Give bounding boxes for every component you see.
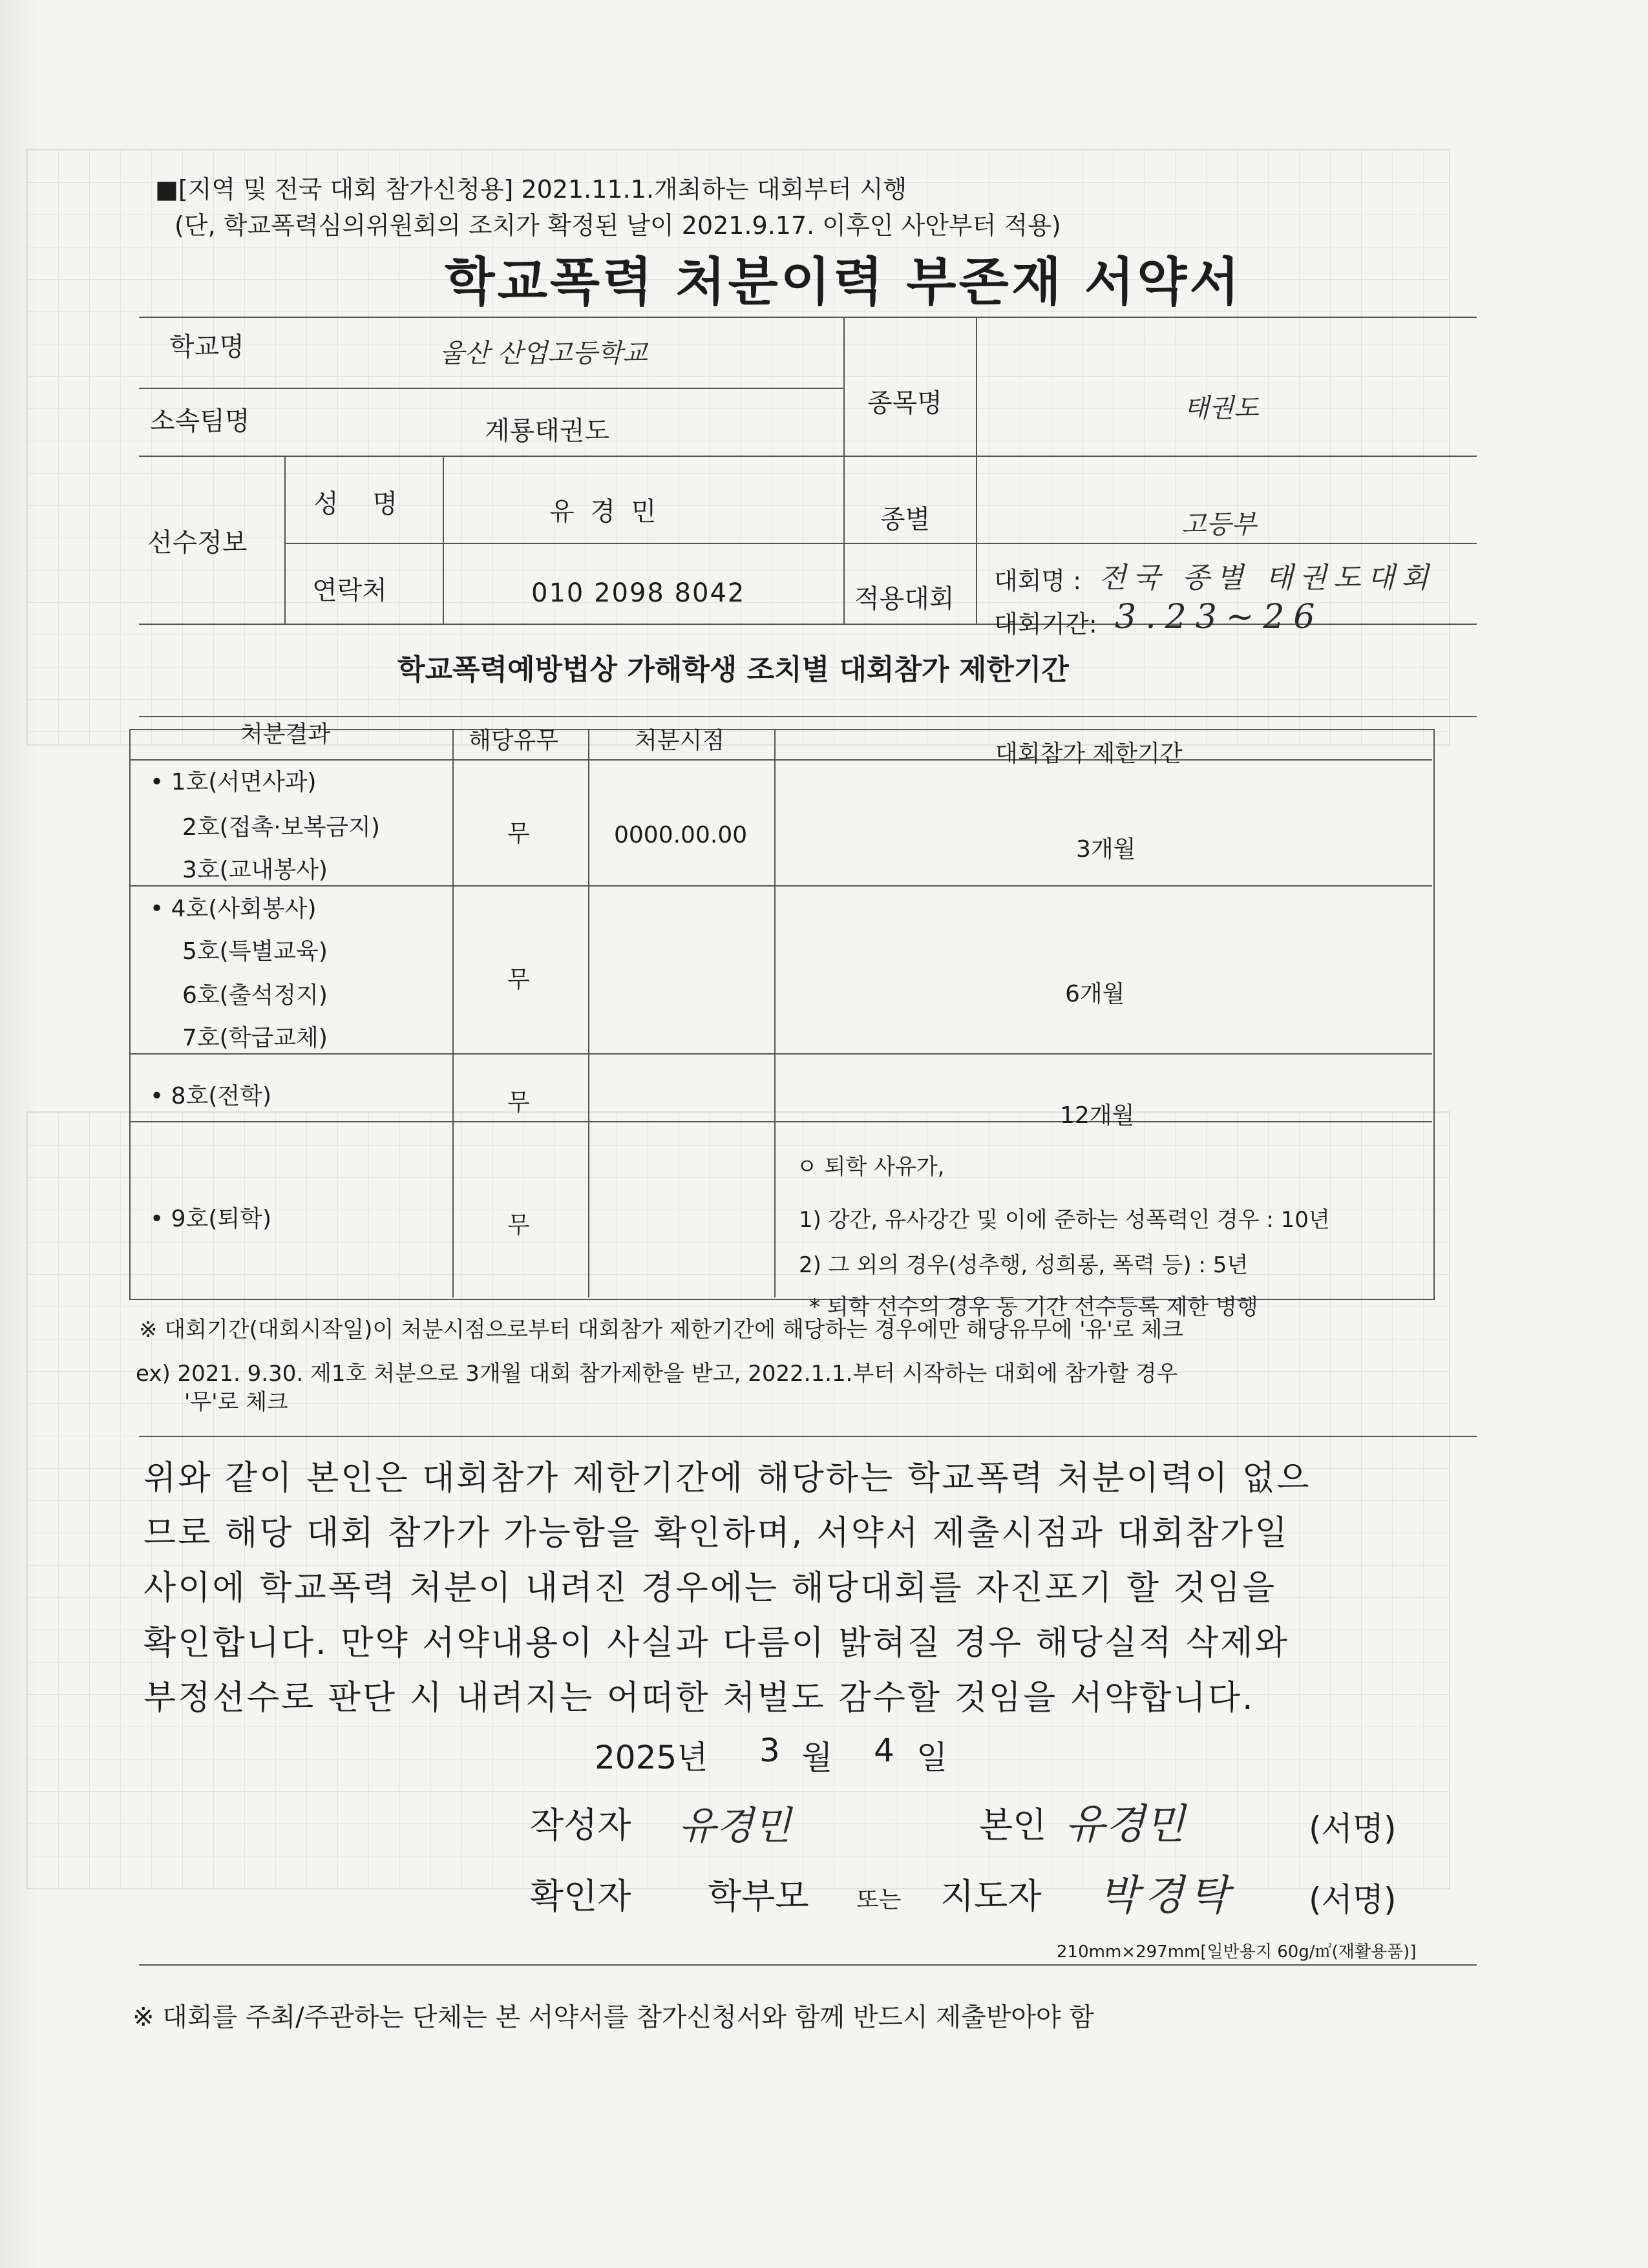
date-year: 2025년 [595,1739,708,1776]
name-label: 성 명 [313,489,410,519]
date-day-unit: 일 [916,1739,948,1776]
event-name-label: 대회명 : [994,567,1082,595]
parent-label: 학부모 [708,1876,809,1916]
row-period-line: 1) 강간, 유사강간 및 이에 준하는 성폭력인 경우 : 10년 [799,1207,1330,1233]
or-label: 또는 [856,1887,902,1913]
row-date: 0000.00.00 [614,822,748,848]
event-period-value: 3.23~26 [1115,598,1324,636]
table-row-item: 5호(특별교육) [182,938,328,965]
team-value: 계룡태권도 [485,416,610,446]
header-line-2: (단, 학교폭력심의위원회의 조치가 확정된 날이 2021.9.17. 이후인 사안부터 적용) [174,211,1061,240]
restriction-heading: 학교폭력예방법상 가해학생 조치별 대회참가 제한기간 [397,653,1069,686]
sport-label: 종목명 [867,388,942,418]
writer-signature: 유경민 [679,1803,791,1849]
table-row-item: • 1호(서면사과) [150,769,317,795]
row-period: 12개월 [1060,1102,1135,1129]
date-month-unit: 월 [801,1739,833,1776]
table-row-item: • 8호(전학) [150,1083,271,1109]
table-row-item: 7호(학급교체) [182,1025,328,1051]
table-row-item: 2호(접촉·보복금지) [182,814,380,841]
writer-label: 작성자 [530,1805,631,1845]
pledge-line: 부정선수로 판단 시 내려지는 어떠한 처벌도 감수할 것임을 서약합니다. [143,1679,1255,1717]
sign-mark: (서명) [1309,1810,1397,1847]
team-label: 소속팀명 [150,406,250,436]
row-period: 3개월 [1076,836,1136,863]
row-period-line: ㅇ 퇴학 사유가, [796,1154,945,1180]
contact-value: 010 2098 8042 [531,578,746,608]
player-info-label: 선수정보 [147,528,248,558]
row-applicable: 무 [507,967,530,993]
table-row-item: • 4호(사회봉사) [150,896,317,922]
table-row-item: 6호(출석정지) [182,982,328,1009]
col-header-result: 처분결과 [240,721,331,748]
paper-spec: 210mm×297mm[일반용지 60g/㎡(재활용품)] [1057,1942,1417,1962]
footer-note: ※ 대회를 주최/주관하는 단체는 본 서약서를 참가신청서와 함께 반드시 제출받아야 함 [132,2002,1094,2032]
pledge-line: 므로 해당 대회 참가가 가능함을 확인하며, 서약서 제출시점과 대회참가일 [143,1514,1289,1553]
table-row-item: 3호(교내봉사) [182,857,328,883]
pledge-line: 사이에 학교폭력 처분이 내려진 경우에는 해당대회를 자진포기 할 것임을 [143,1569,1277,1608]
name-value: 유 경 민 [549,497,660,527]
coach-signature: 박경탁 [1099,1872,1234,1920]
self-signature: 유경민 [1065,1801,1185,1849]
confirmer-label: 확인자 [530,1876,631,1916]
note-1: ※ 대회기간(대회시작일)이 처분시점으로부터 대회참가 제한기간에 해당하는 경우에만 해당유무에 '유'로 체크 [139,1317,1184,1343]
col-header-applicable: 해당유무 [469,728,559,754]
sport-value: 태권도 [1184,394,1259,423]
self-label: 본인 [979,1805,1047,1845]
school-value: 울산 산업고등학교 [439,339,648,368]
col-header-date: 처분시점 [635,728,725,754]
event-label: 적용대회 [854,584,955,614]
table-row-item: • 9호(퇴학) [150,1206,271,1232]
date-month: 3 [759,1732,780,1769]
row-period-line: * 퇴학 선수의 경우 동 기간 선수등록 제한 병행 [809,1294,1258,1320]
note-3: '무'로 체크 [184,1389,288,1415]
school-label: 학교명 [169,332,244,362]
page-title: 학교폭력 처분이력 부존재 서약서 [445,252,1242,312]
contact-label: 연락처 [312,576,387,605]
row-period-line: 2) 그 외의 경우(성추행, 성희롱, 폭력 등) : 5년 [799,1252,1249,1278]
division-label: 종별 [880,505,931,534]
division-value: 고등부 [1181,510,1256,540]
row-applicable: 무 [507,1089,530,1116]
pledge-line: 확인합니다. 만약 서약내용이 사실과 다름이 밝혀질 경우 해당실적 삭제와 [143,1624,1289,1663]
event-name-value: 전국 종별 태권도대회 [1099,562,1435,594]
header-line-1: ■[지역 및 전국 대회 참가신청용] 2021.11.1.개최하는 대회부터 시행 [155,175,907,204]
row-period: 6개월 [1065,981,1125,1007]
coach-label: 지도자 [940,1876,1042,1916]
row-applicable: 무 [507,821,530,847]
pledge-line: 위와 같이 본인은 대회참가 제한기간에 해당하는 학교폭력 처분이력이 없으 [143,1459,1311,1498]
col-header-period: 대회참가 제한기간 [995,740,1183,767]
date-day: 4 [874,1732,894,1769]
note-2: ex) 2021. 9.30. 제1호 처분으로 3개월 대회 참가제한을 받고, 2022.1.1.부터 시작하는 대회에 참가할 경우 [136,1361,1178,1387]
sign-mark-2: (서명) [1309,1881,1397,1918]
row-applicable: 무 [507,1212,530,1239]
event-period-label: 대회기간: [994,610,1097,638]
